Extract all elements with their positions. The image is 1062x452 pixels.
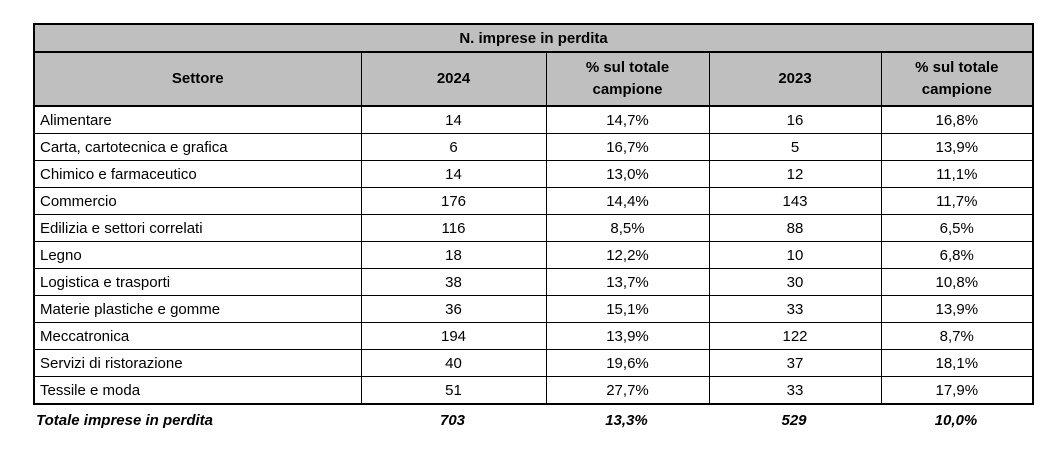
value-cell: 14,4% xyxy=(546,188,709,215)
value-cell: 6 xyxy=(361,134,546,161)
sector-cell: Materie plastiche e gomme xyxy=(34,296,361,323)
sector-cell: Tessile e moda xyxy=(34,377,361,405)
value-cell: 40 xyxy=(361,350,546,377)
sector-cell: Commercio xyxy=(34,188,361,215)
value-cell: 13,9% xyxy=(881,134,1033,161)
sector-cell: Legno xyxy=(34,242,361,269)
value-cell: 14 xyxy=(361,106,546,134)
value-cell: 19,6% xyxy=(546,350,709,377)
value-cell: 6,8% xyxy=(881,242,1033,269)
sector-cell: Servizi di ristorazione xyxy=(34,350,361,377)
value-cell: 37 xyxy=(709,350,881,377)
table-row xyxy=(34,377,1033,405)
value-cell: 51 xyxy=(361,377,546,405)
value-cell: 13,9% xyxy=(881,296,1033,323)
sector-cell: Edilizia e settori correlati xyxy=(34,215,361,242)
value-cell: 122 xyxy=(709,323,881,350)
value-cell: 16,7% xyxy=(546,134,709,161)
value-cell: 16 xyxy=(709,106,881,134)
value-cell: 38 xyxy=(361,269,546,296)
table-total-row xyxy=(33,409,1032,433)
value-cell: 36 xyxy=(361,296,546,323)
value-cell: 14,7% xyxy=(546,106,709,134)
total-label: Totale imprese in perdita xyxy=(36,412,213,429)
value-cell: 16,8% xyxy=(881,106,1033,134)
total-pct-2024: 13,3% xyxy=(605,412,648,429)
table-title-row xyxy=(34,24,1033,52)
column-header-pct-2024: % sul totale campione xyxy=(546,52,709,106)
sector-cell: Logistica e trasporti xyxy=(34,269,361,296)
value-cell: 11,7% xyxy=(881,188,1033,215)
table-title: N. imprese in perdita xyxy=(34,24,1033,52)
value-cell: 12,2% xyxy=(546,242,709,269)
value-cell: 18,1% xyxy=(881,350,1033,377)
table-header-row xyxy=(34,52,1033,106)
value-cell: 15,1% xyxy=(546,296,709,323)
total-2024: 703 xyxy=(439,412,466,429)
value-cell: 143 xyxy=(709,188,881,215)
value-cell: 13,7% xyxy=(546,269,709,296)
value-cell: 13,9% xyxy=(546,323,709,350)
column-header-2023: 2023 xyxy=(709,52,881,106)
data-table xyxy=(33,23,1034,405)
table-body xyxy=(34,106,1033,404)
value-cell: 5 xyxy=(709,134,881,161)
table-row xyxy=(34,242,1033,269)
table-row xyxy=(34,106,1033,134)
value-cell: 8,5% xyxy=(546,215,709,242)
value-cell: 12 xyxy=(709,161,881,188)
sector-cell: Meccatronica xyxy=(34,323,361,350)
column-header-settore: Settore xyxy=(34,52,361,106)
value-cell: 176 xyxy=(361,188,546,215)
table-row xyxy=(34,350,1033,377)
value-cell: 11,1% xyxy=(881,161,1033,188)
sector-cell: Chimico e farmaceutico xyxy=(34,161,361,188)
value-cell: 6,5% xyxy=(881,215,1033,242)
value-cell: 18 xyxy=(361,242,546,269)
value-cell: 10,8% xyxy=(881,269,1033,296)
column-header-pct-2023: % sul totale campione xyxy=(881,52,1033,106)
value-cell: 14 xyxy=(361,161,546,188)
value-cell: 27,7% xyxy=(546,377,709,405)
value-cell: 10 xyxy=(709,242,881,269)
column-header-2024: 2024 xyxy=(361,52,546,106)
value-cell: 33 xyxy=(709,296,881,323)
table-row xyxy=(34,269,1033,296)
table-row xyxy=(34,161,1033,188)
value-cell: 8,7% xyxy=(881,323,1033,350)
table-row xyxy=(34,323,1033,350)
total-pct-2023: 10,0% xyxy=(934,412,978,429)
table-row xyxy=(34,134,1033,161)
value-cell: 194 xyxy=(361,323,546,350)
value-cell: 88 xyxy=(709,215,881,242)
sector-cell: Alimentare xyxy=(34,106,361,134)
value-cell: 30 xyxy=(709,269,881,296)
value-cell: 13,0% xyxy=(546,161,709,188)
value-cell: 17,9% xyxy=(881,377,1033,405)
sector-cell: Carta, cartotecnica e grafica xyxy=(34,134,361,161)
table-row xyxy=(34,296,1033,323)
loss-companies-table xyxy=(33,23,1032,433)
value-cell: 116 xyxy=(361,215,546,242)
value-cell: 33 xyxy=(709,377,881,405)
table-row xyxy=(34,215,1033,242)
table-row xyxy=(34,188,1033,215)
total-2023: 529 xyxy=(781,412,807,429)
